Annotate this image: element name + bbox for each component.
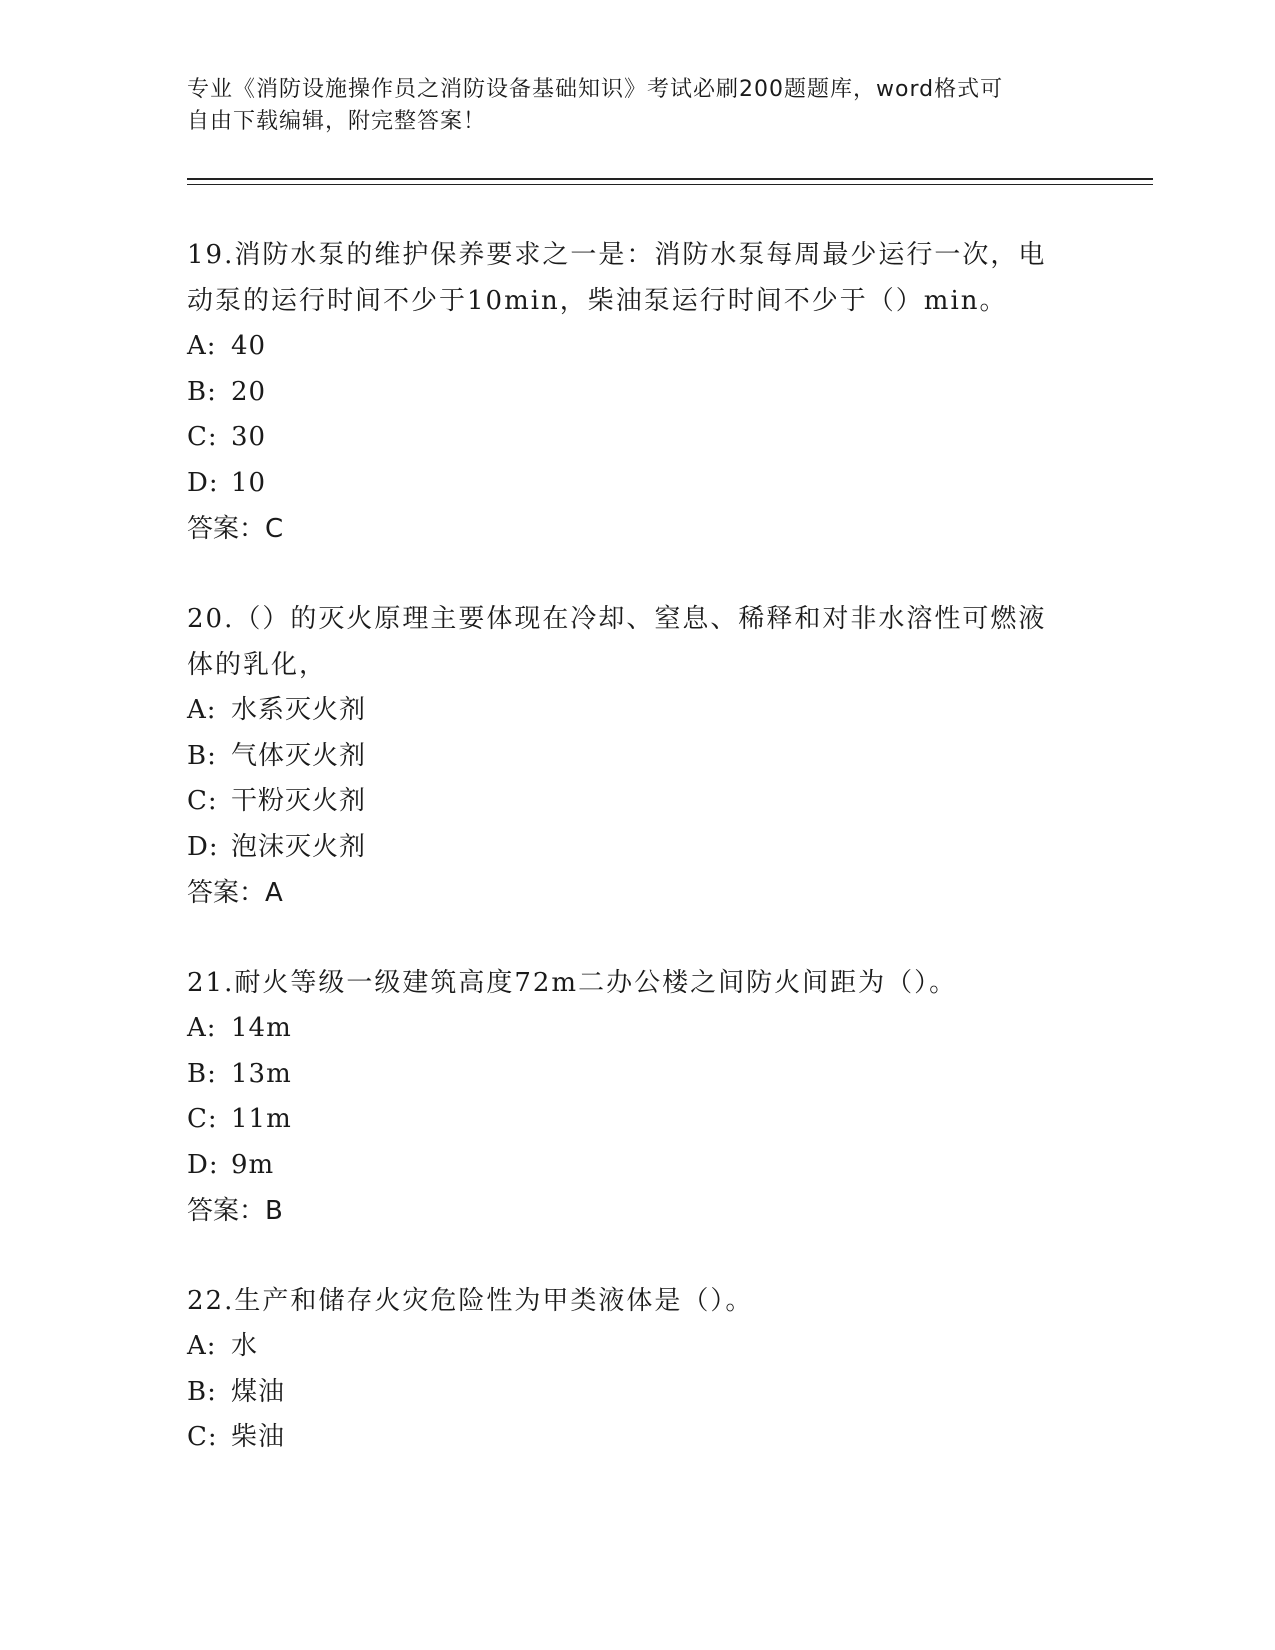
option-letter: B: <box>187 740 217 771</box>
option-text: 40 <box>231 331 267 361</box>
option-a <box>187 688 1087 734</box>
option-letter: D: <box>187 1149 219 1180</box>
option-text: 柴油 <box>231 1422 286 1452</box>
option-d <box>187 1143 1087 1189</box>
option-letter: A: <box>187 331 217 361</box>
option-b <box>187 1052 1087 1098</box>
question-text: 20.（）的灭火原理主要体现在冷却、窒息、稀释和对非水溶性可燃液 <box>187 604 1047 634</box>
question-list <box>187 232 1087 1505</box>
option-text: 14m <box>231 1013 292 1043</box>
question-text: 动泵的运行时间不少于10min，柴油泵运行时间不少于（）min。 <box>187 286 1008 316</box>
answer-label: 答案：C <box>187 514 284 544</box>
option-text: 20 <box>231 376 267 407</box>
option-text: 13m <box>231 1058 292 1089</box>
option-text: 干粉灭火剂 <box>231 786 367 816</box>
option-c <box>187 1415 1087 1461</box>
question-text: 体的乳化， <box>187 650 328 680</box>
answer-label: 答案：A <box>187 878 283 908</box>
option-d <box>187 825 1087 871</box>
option-letter: C: <box>187 786 218 816</box>
option-letter: C: <box>187 1104 218 1134</box>
option-text: 11m <box>231 1104 292 1134</box>
option-c <box>187 415 1087 461</box>
option-letter: B: <box>187 376 217 407</box>
option-a <box>187 1324 1087 1370</box>
option-b <box>187 370 1087 416</box>
question-text: 21.耐火等级一级建筑高度72m二办公楼之间防火间距为（）。 <box>187 968 958 998</box>
option-letter: B: <box>187 1376 217 1407</box>
option-text: 水 <box>231 1331 259 1361</box>
option-text: 10 <box>231 467 267 498</box>
question-text: 22.生产和储存火灾危险性为甲类液体是（）。 <box>187 1286 754 1316</box>
question-22 <box>187 1278 1087 1461</box>
option-c <box>187 779 1087 825</box>
option-text: 30 <box>231 422 267 452</box>
option-b <box>187 734 1087 780</box>
question-20 <box>187 596 1087 916</box>
header-line-1: 专业《消防设施操作员之消防设备基础知识》考试必刷200题题库，word格式可 <box>187 77 1004 102</box>
header-divider <box>187 178 1153 185</box>
option-letter: A: <box>187 1013 217 1043</box>
option-letter: C: <box>187 422 218 452</box>
option-c <box>187 1097 1087 1143</box>
option-a <box>187 324 1087 370</box>
option-b <box>187 1370 1087 1416</box>
option-letter: A: <box>187 695 217 725</box>
question-19 <box>187 232 1087 552</box>
option-text: 煤油 <box>231 1376 286 1407</box>
document-header <box>187 74 1067 138</box>
question-21 <box>187 960 1087 1234</box>
answer-label: 答案：B <box>187 1196 283 1226</box>
option-text: 9m <box>231 1149 275 1180</box>
option-a <box>187 1006 1087 1052</box>
option-letter: A: <box>187 1331 217 1361</box>
header-line-2: 自由下载编辑，附完整答案！ <box>187 109 487 134</box>
option-letter: D: <box>187 831 219 862</box>
option-letter: D: <box>187 467 219 498</box>
option-d <box>187 461 1087 507</box>
option-letter: C: <box>187 1422 218 1452</box>
option-letter: B: <box>187 1058 217 1089</box>
option-text: 水系灭火剂 <box>231 695 367 725</box>
question-text: 19.消防水泵的维护保养要求之一是：消防水泵每周最少运行一次，电 <box>187 240 1047 270</box>
option-text: 泡沫灭火剂 <box>231 831 367 862</box>
option-text: 气体灭火剂 <box>231 740 367 771</box>
